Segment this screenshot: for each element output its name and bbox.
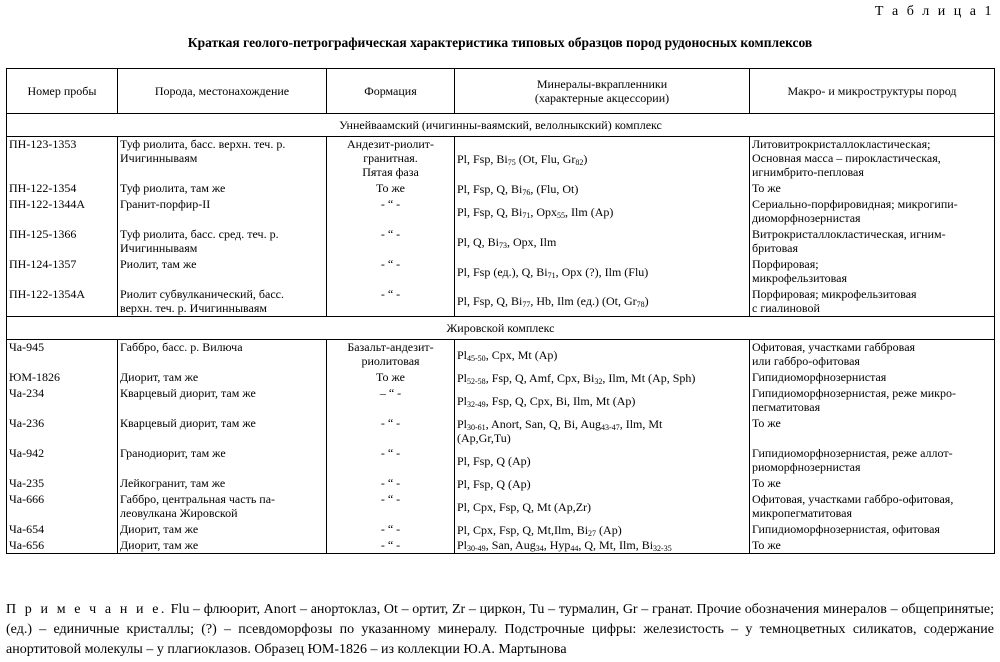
cell-structure: Витрокристаллокластическая, игним- бритовая: [750, 227, 995, 257]
cell-minerals: Pl, Cpx, Fsp, Q, Mt (Ap,Zr): [455, 492, 750, 522]
cell-rock-location: Риолит, там же: [118, 257, 327, 287]
cell-sample-number: ПН-122-1344А: [7, 197, 118, 227]
cell-minerals: $Pl_{45-50}$, Cpx, Mt (Ap): [455, 340, 750, 370]
cell-structure: Гипидиоморфнозернистая: [750, 370, 995, 386]
cell-sample-number: ПН-122-1354: [7, 181, 118, 197]
cell-sample-number: Ча-654: [7, 522, 118, 538]
cell-minerals: Pl, Fsp (ед.), Q, $Bi_{71}$, Opx (?), Ilm (Flu): [455, 257, 750, 287]
cell-formation: Базальт-андезит- риолитовая: [327, 340, 455, 370]
table-note: [6, 600, 994, 660]
cell-structure: Гипидиоморфнозернистая, реже аллот- риоморфнозернистая: [750, 446, 995, 476]
table-header-row: [7, 69, 995, 114]
cell-rock-location: Диорит, там же: [118, 522, 327, 538]
cell-sample-number: Ча-236: [7, 416, 118, 446]
cell-sample-number: Ча-666: [7, 492, 118, 522]
cell-formation: - “ -: [327, 522, 455, 538]
table-row: [7, 476, 995, 492]
table-row: [7, 370, 995, 386]
table-title: Краткая геолого-петрографическая характеристика типовых образцов пород рудоносных комплексов: [187, 35, 813, 50]
cell-rock-location: Риолит субвулканический, басс. верхн. теч. р. Ичигиннываям: [118, 287, 327, 317]
petrography-table: [6, 68, 995, 554]
cell-structure: Гипидиоморфнозернистая, реже микро- пегматитовая: [750, 386, 995, 416]
cell-minerals: Pl, Fsp, Q (Ap): [455, 446, 750, 476]
table-row: [7, 386, 995, 416]
cell-minerals: Pl, Fsp, Q, $Bi_{77}$, Hb, Ilm (ед.) (Ot, $Gr_{78}$): [455, 287, 750, 317]
cell-formation: То же: [327, 370, 455, 386]
cell-formation: - “ -: [327, 257, 455, 287]
cell-formation: - “ -: [327, 416, 455, 446]
cell-rock-location: Туф риолита, там же: [118, 181, 327, 197]
cell-sample-number: ПН-122-1354А: [7, 287, 118, 317]
cell-minerals: Pl, Q, $Bi_{73}$, Opx, Ilm: [455, 227, 750, 257]
cell-sample-number: Ча-235: [7, 476, 118, 492]
cell-rock-location: Габбро, басс. р. Вилюча: [118, 340, 327, 370]
table-row: [7, 181, 995, 197]
header-minerals: Минералы-вкрапленники (характерные акцессории): [455, 69, 750, 114]
table-row: [7, 340, 995, 370]
header-sample-number: Номер пробы: [7, 69, 118, 114]
cell-formation: Андезит-риолит- гранитная. Пятая фаза: [327, 137, 455, 181]
cell-formation: - “ -: [327, 538, 455, 554]
cell-rock-location: Лейкогранит, там же: [118, 476, 327, 492]
cell-rock-location: Габбро, центральная часть па- леовулкана Жировской: [118, 492, 327, 522]
cell-formation: - “ -: [327, 227, 455, 257]
cell-structure: Сериально-порфировидная; микрогипи- диоморфнозернистая: [750, 197, 995, 227]
cell-structure: Порфировая; микрофельзитовая: [750, 257, 995, 287]
cell-structure: То же: [750, 416, 995, 446]
table-row: [7, 522, 995, 538]
cell-structure: Офитовая, участками габбро-офитовая, микропегматитовая: [750, 492, 995, 522]
cell-rock-location: Гранит-порфир-II: [118, 197, 327, 227]
cell-sample-number: ПН-124-1357: [7, 257, 118, 287]
cell-rock-location: Кварцевый диорит, там же: [118, 386, 327, 416]
cell-formation: - “ -: [327, 476, 455, 492]
table-row: [7, 227, 995, 257]
header-structures: Макро- и микроструктуры пород: [750, 69, 995, 114]
table-row: [7, 416, 995, 446]
table-row: [7, 446, 995, 476]
cell-sample-number: ПН-125-1366: [7, 227, 118, 257]
section-row: [7, 317, 995, 340]
note-text: Flu – флюорит, Anort – анортоклаз, Ot – ортит, Zr – циркон, Tu – турмалин, Gr – гранат. Прочие обозначения минералов – общепринятые; (ед.) – единичные кристаллы; (?) – псевдоморфозы по указанному минералу. Подстрочные цифры: железистость – у темноцветных силикатов, содержание анортитовой молекулы – у плагиоклазов. Образец ЮМ-1826 – из коллекции Ю.А. Мартынова: [6, 602, 994, 657]
cell-minerals: $Pl_{32-49}$, Fsp, Q, Cpx, Bi, Ilm, Mt (Ap): [455, 386, 750, 416]
note-label: П р и м е ч а н и е.: [6, 602, 167, 617]
cell-rock-location: Диорит, там же: [118, 370, 327, 386]
table-row: [7, 257, 995, 287]
cell-formation: - “ -: [327, 197, 455, 227]
cell-structure: То же: [750, 181, 995, 197]
cell-sample-number: Ча-234: [7, 386, 118, 416]
cell-structure: Гипидиоморфнозернистая, офитовая: [750, 522, 995, 538]
cell-rock-location: Гранодиорит, там же: [118, 446, 327, 476]
section-title: Жировской комплекс: [7, 317, 995, 340]
cell-rock-location: Кварцевый диорит, там же: [118, 416, 327, 446]
cell-structure: То же: [750, 476, 995, 492]
table-row: [7, 137, 995, 181]
table-row: [7, 197, 995, 227]
cell-minerals: $Pl_{30-49}$, San, Aug$_{34}$, Hyp$_{44}$, Q, Mt, Ilm, $Bi_{32-35}$: [455, 538, 750, 554]
cell-formation: – “ -: [327, 386, 455, 416]
section-row: [7, 114, 995, 137]
cell-formation: То же: [327, 181, 455, 197]
table-row: [7, 287, 995, 317]
section-title: Уннейваамский (ичигинны-ваямский, велолныкский) комплекс: [7, 114, 995, 137]
cell-sample-number: Ча-945: [7, 340, 118, 370]
cell-structure: Порфировая; микрофельзитовая с гиалиновой: [750, 287, 995, 317]
cell-sample-number: ПН-123-1353: [7, 137, 118, 181]
cell-rock-location: Туф риолита, басс. верхн. теч. р. Ичигиннываям: [118, 137, 327, 181]
cell-formation: - “ -: [327, 492, 455, 522]
header-rock-location: Порода, местонахождение: [118, 69, 327, 114]
cell-sample-number: ЮМ-1826: [7, 370, 118, 386]
table-row: [7, 538, 995, 554]
cell-minerals: Pl, Fsp, Q, $Bi_{71}$, Opx$_{55}$, Ilm (Ap): [455, 197, 750, 227]
cell-rock-location: Туф риолита, басс. сред. теч. р. Ичигиннываям: [118, 227, 327, 257]
cell-structure: Офитовая, участками габбровая или габбро-офитовая: [750, 340, 995, 370]
cell-minerals: Pl, Fsp, $Bi_{75}$ (Ot, Flu, $Gr_{82}$): [455, 137, 750, 181]
table-body: [7, 114, 995, 554]
cell-sample-number: Ча-942: [7, 446, 118, 476]
cell-structure: То же: [750, 538, 995, 554]
cell-minerals: $Pl_{52-58}$, Fsp, Q, Amf, Cpx, $Bi_{32}$, Ilm, Mt (Ap, Sph): [455, 370, 750, 386]
cell-sample-number: Ча-656: [7, 538, 118, 554]
cell-minerals: Pl, Cpx, Fsp, Q, Mt,Ilm, $Bi_{27}$ (Ap): [455, 522, 750, 538]
cell-minerals: Pl, Fsp, Q (Ap): [455, 476, 750, 492]
table-row: [7, 492, 995, 522]
cell-formation: - “ -: [327, 446, 455, 476]
cell-rock-location: Диорит, там же: [118, 538, 327, 554]
cell-structure: Литовитрокристаллокластическая; Основная масса – пирокластическая, игнимбрито-пепловая: [750, 137, 995, 181]
cell-minerals: $Pl_{30-61}$, Anort, San, Q, Bi, Aug$_{43-47}$, Ilm, Mt (Ap,Gr,Tu): [455, 416, 750, 446]
cell-minerals: Pl, Fsp, Q, $Bi_{76}$, (Flu, Ot): [455, 181, 750, 197]
cell-formation: - “ -: [327, 287, 455, 317]
table-number: Т а б л и ц а 1: [874, 4, 994, 19]
header-formation: Формация: [327, 69, 455, 114]
